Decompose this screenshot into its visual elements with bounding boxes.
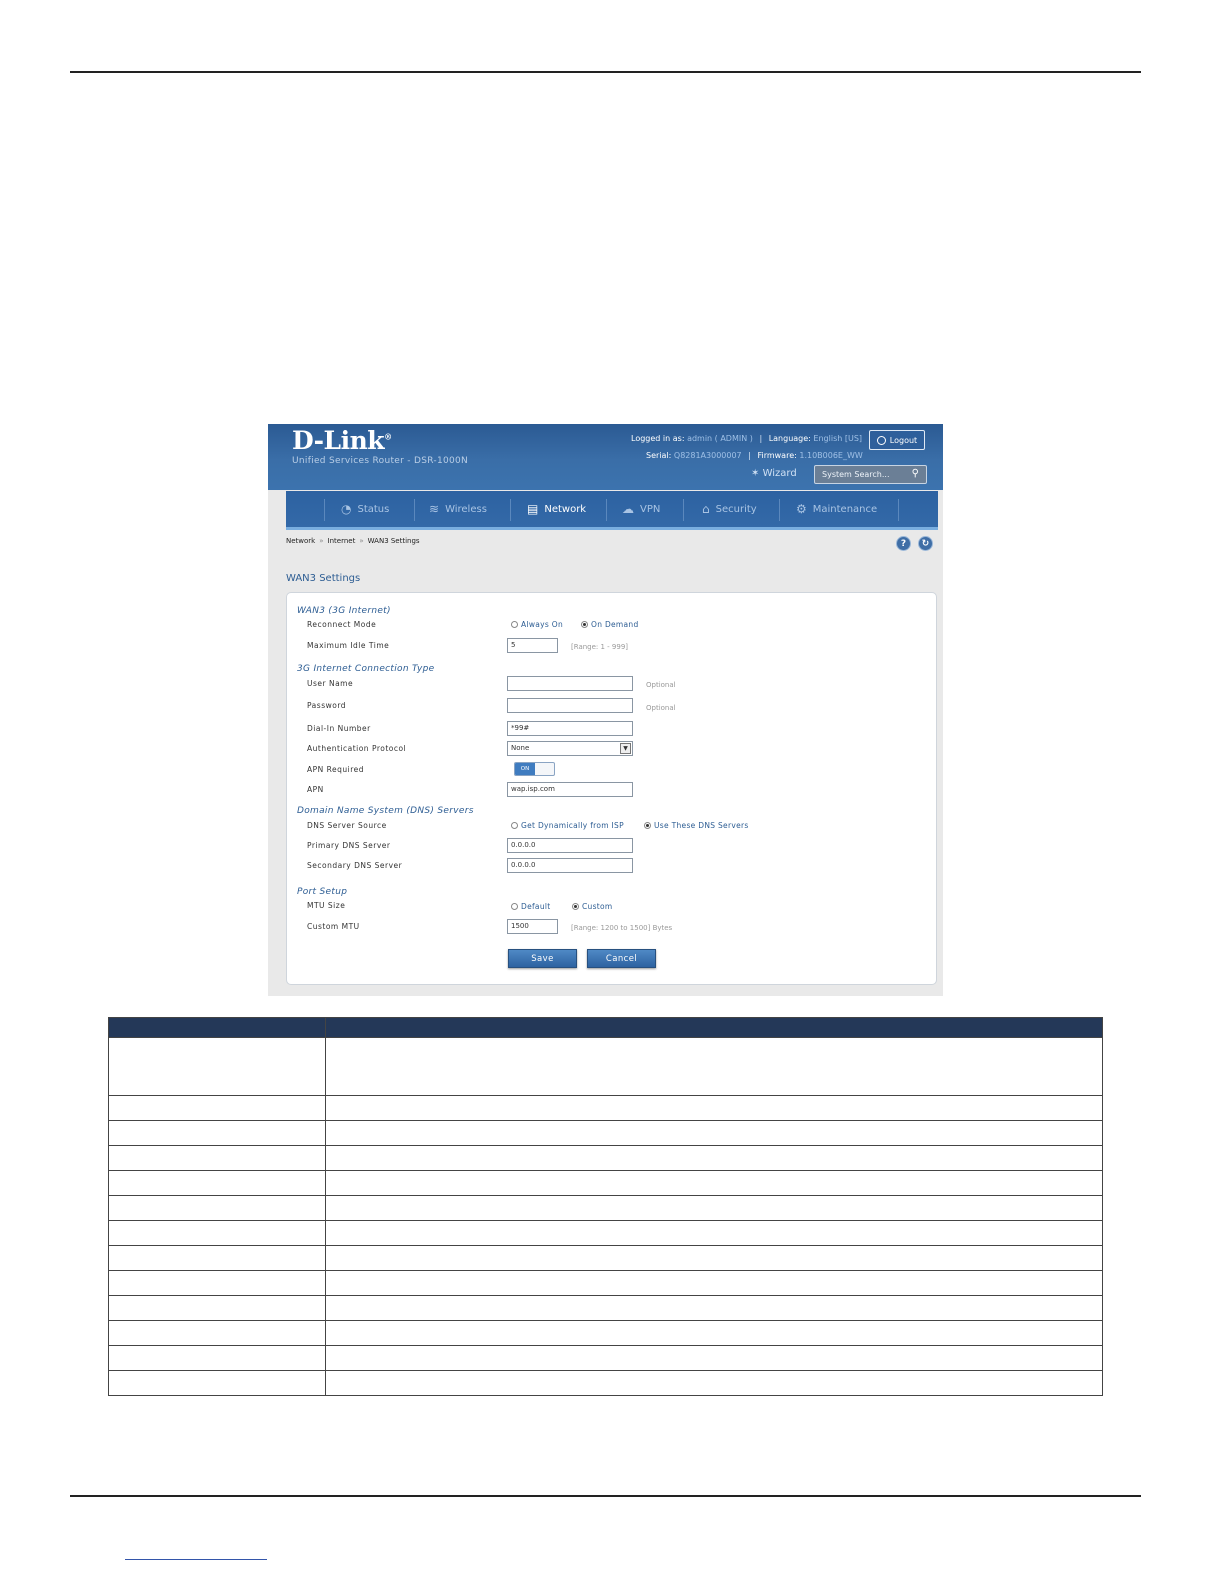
device-info: Serial: Q8281A3000007 | Firmware: 1.10B006E_WW (646, 451, 863, 460)
radio-mtu-custom[interactable]: Custom (572, 902, 613, 911)
apn-label: APN (307, 785, 324, 794)
wifi-icon: ≋ (429, 502, 440, 516)
password-input[interactable] (507, 698, 633, 713)
serial-value: Q8281A3000007 (673, 451, 742, 460)
apn-input[interactable]: wap.isp.com (507, 782, 633, 797)
search-icon[interactable]: ⚲ (911, 468, 919, 479)
nav-vpn[interactable]: ☁ VPN (622, 502, 661, 516)
system-search-input[interactable]: System Search... ⚲ (814, 465, 927, 484)
power-icon (877, 436, 886, 445)
bottom-rule (70, 1495, 1141, 1497)
max-idle-hint: [Range: 1 - 999] (571, 643, 629, 651)
password-optional: Optional (646, 704, 676, 712)
refresh-icon[interactable]: ↻ (918, 536, 933, 551)
primary-dns-label: Primary DNS Server (307, 841, 391, 850)
top-rule (70, 71, 1141, 73)
max-idle-label: Maximum Idle Time (307, 641, 390, 650)
secondary-dns-input[interactable]: 0.0.0.0 (507, 858, 633, 873)
table-row (109, 1221, 1103, 1246)
cancel-button[interactable]: Cancel (587, 949, 656, 968)
firmware-value: 1.10B006E_WW (799, 451, 863, 460)
footer-link-underline[interactable] (125, 1559, 267, 1560)
apn-required-label: APN Required (307, 765, 365, 774)
section-wan3: WAN3 (3G Internet) (297, 606, 391, 616)
custom-mtu-hint: [Range: 1200 to 1500] Bytes (571, 924, 673, 932)
radio-dns-static[interactable]: Use These DNS Servers (644, 821, 749, 830)
nav-maintenance[interactable]: ⚙ Maintenance (796, 502, 878, 516)
max-idle-input[interactable]: 5 (507, 638, 558, 653)
section-dns: Domain Name System (DNS) Servers (297, 806, 474, 816)
nav-wireless[interactable]: ≋ Wireless (429, 502, 487, 516)
parameter-table (108, 1017, 1103, 1396)
auth-protocol-label: Authentication Protocol (307, 744, 407, 753)
login-info: Logged in as: admin ( ADMIN ) | Language: English [US] (631, 434, 863, 443)
chevron-down-icon[interactable]: ▼ (620, 743, 631, 754)
app-header (268, 424, 943, 490)
mtu-size-label: MTU Size (307, 901, 346, 910)
help-icon[interactable]: ? (896, 536, 911, 551)
breadcrumb: Network » Internet » WAN3 Settings (286, 537, 420, 545)
table-row (109, 1271, 1103, 1296)
dns-source-label: DNS Server Source (307, 821, 387, 830)
product-name: Unified Services Router - DSR-1000N (292, 456, 469, 466)
nav-security[interactable]: ⌂ Security (702, 502, 757, 516)
cloud-lock-icon: ☁ (622, 502, 634, 516)
table-row (109, 1096, 1103, 1121)
wizard-link[interactable]: ✶ Wizard (751, 468, 797, 479)
server-icon: ▤ (527, 502, 539, 516)
table-row (109, 1146, 1103, 1171)
logout-button[interactable]: Logout (869, 430, 925, 450)
section-port-setup: Port Setup (297, 887, 348, 897)
custom-mtu-input[interactable]: 1500 (507, 919, 558, 934)
table-row (109, 1038, 1103, 1096)
user-name-label: User Name (307, 679, 354, 688)
magic-wand-icon: ✶ (751, 468, 760, 479)
reconnect-mode-label: Reconnect Mode (307, 620, 377, 629)
table-row (109, 1371, 1103, 1396)
breadcrumb-current: WAN3 Settings (367, 537, 420, 545)
main-nav (286, 491, 938, 530)
table-header-row (109, 1018, 1103, 1038)
auth-protocol-select[interactable]: None ▼ (507, 741, 633, 756)
password-label: Password (307, 701, 347, 710)
radio-on-demand[interactable]: On Demand (581, 620, 639, 629)
secondary-dns-label: Secondary DNS Server (307, 861, 403, 870)
section-3g-connection: 3G Internet Connection Type (297, 664, 435, 674)
language-link[interactable]: English [US] (813, 434, 863, 443)
dlink-logo: D-Link® (292, 426, 392, 455)
radio-always-on[interactable]: Always On (511, 620, 563, 629)
router-screenshot (268, 424, 943, 996)
table-row (109, 1121, 1103, 1146)
table-row (109, 1321, 1103, 1346)
user-name-optional: Optional (646, 681, 676, 689)
logged-in-user: admin ( ADMIN ) (687, 434, 753, 443)
primary-dns-input[interactable]: 0.0.0.0 (507, 838, 633, 853)
dial-in-label: Dial-In Number (307, 724, 371, 733)
nav-status[interactable]: ◔ Status (341, 502, 390, 516)
settings-panel (286, 592, 937, 985)
breadcrumb-network[interactable]: Network (286, 537, 316, 545)
dial-in-input[interactable]: *99# (507, 721, 633, 736)
save-button[interactable]: Save (508, 949, 577, 968)
table-row (109, 1196, 1103, 1221)
nav-network[interactable]: ▤ Network (527, 502, 587, 516)
table-row (109, 1296, 1103, 1321)
radio-dns-dynamic[interactable]: Get Dynamically from ISP (511, 821, 624, 830)
lock-icon: ⌂ (702, 502, 710, 516)
apn-required-toggle[interactable]: ON (514, 762, 555, 776)
user-name-input[interactable] (507, 676, 633, 691)
table-row (109, 1346, 1103, 1371)
radio-mtu-default[interactable]: Default (511, 902, 551, 911)
table-row (109, 1246, 1103, 1271)
table-row (109, 1171, 1103, 1196)
page-title: WAN3 Settings (286, 573, 361, 584)
custom-mtu-label: Custom MTU (307, 922, 360, 931)
gauge-icon: ◔ (341, 502, 352, 516)
gears-icon: ⚙ (796, 502, 807, 516)
breadcrumb-internet[interactable]: Internet (327, 537, 356, 545)
